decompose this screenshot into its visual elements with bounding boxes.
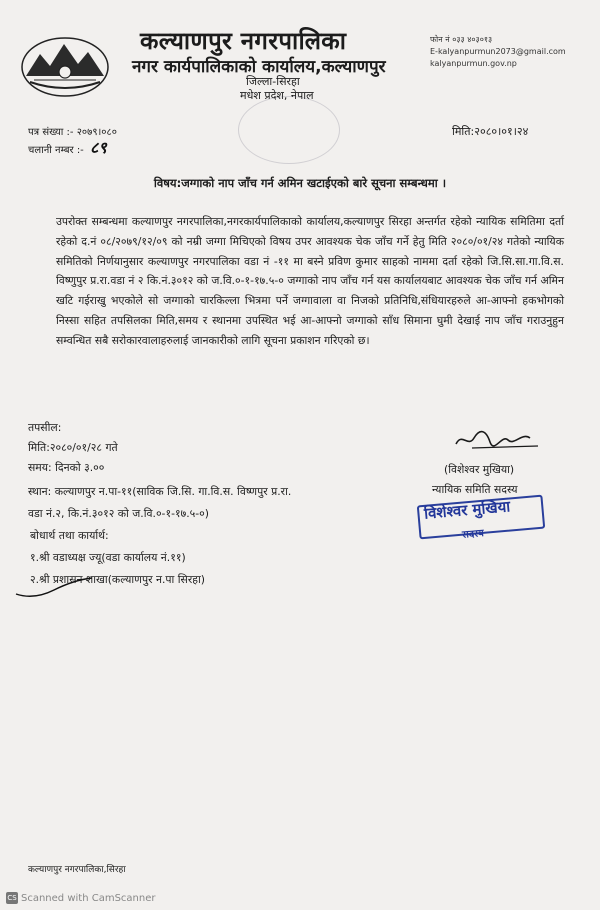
district-text: जिल्ला-सिरहा xyxy=(246,75,300,88)
cc-item-2: २.श्री प्रशासन शाखा(कल्याणपुर न.पा सिरहा) xyxy=(30,573,206,586)
details-time: समय: दिनको ३.०० xyxy=(28,461,105,474)
phone-text: फोन नं ०३३ ४०३०१३ xyxy=(430,35,493,44)
details-place-line1: स्थान: कल्याणपुर न.पा-११(साविक जि.सि. गा.वि.स. विष्णपुर प्र.रा. xyxy=(28,485,292,498)
office-name: नगर कार्यपालिकाको कार्यालय,कल्याणपुर xyxy=(132,57,386,77)
watermark-text: Scanned with CamScanner xyxy=(21,893,156,904)
reference-number: पत्र संख्या :- २०७९।०८० xyxy=(28,127,117,138)
letter-date: मिति:२०८०।०१।२४ xyxy=(452,125,529,138)
details-place-line2: वडा नं.२, कि.नं.३०१२ को ज.वि.०-१-१७.५-०) xyxy=(28,507,209,520)
subject-line: विषय:जग्गाको नाप जाँच गर्न अमिन खटाईएको बारे सूचना सम्बन्धमा । xyxy=(153,176,447,190)
details-date: मिति:२०८०/०१/२८ गते xyxy=(28,441,118,454)
faint-seal-icon xyxy=(238,96,340,164)
cc-heading: बोधार्थ तथा कार्यार्थ: xyxy=(30,529,109,542)
dispatch-number: ८९ xyxy=(90,138,107,157)
municipality-emblem-icon xyxy=(20,36,110,98)
footer-text: कल्याणपुर नगरपालिका,सिरहा xyxy=(28,865,126,875)
handwritten-tick-icon xyxy=(14,572,94,602)
signatory-name: (विशेश्वर मुखिया) xyxy=(444,463,515,476)
body-paragraph xyxy=(56,212,564,351)
email-text: E-kalyanpurmun2073@gmail.com xyxy=(430,47,566,56)
body-text: उपरोक्त सम्बन्धमा कल्याणपुर नगरपालिका,नगरकार्यपालिकाको कार्यालय,कल्याणपुर सिरहा अन्तर्गत रहेको न्यायिक समितिमा दर्ता रहेको द.नं ०८/२०७९/१२/०९ को नम्री जग्गा मिचिएको विषय उपर आवश्यक चेक जाँच गर्ने हेतु मिति २०८०/०१/२४ गतेको न्यायिक समितिको निर्णयानुसार कल्याणपुर नगरपालिका वडा नं -११ मा बस्ने प्रविण कुमार साहको नाममा दर्ता रहेको जि.सि.सा.गा.वि.स. विष्णुपुर प्र.रा.वडा नं २ कि.नं.३०१२ को ज.वि.०-१-१७.५-० जग्गाको नाप जाँच गर्न यस कार्यालयबाट आवश्यक चेक जाँच गर्न अमिन खटि गईराखु भएकोले सो जग्गाको चारकिल्ला भित्रमा पर्ने जग्गावाला वा निजको प्रतिनिधि,संधियारहरुले आ-आफ्नो हकभोगको निस्सा सहित तपसिलका मिति,समय र स्थानमा उपस्थित भई आ-आफ्नो जग्गाको साँध सिमाना घुमी देखाई नाप जाँच गराउनुहुन सम्वन्धित सबै सरोकारवालाहरुलाई जानकारीको लागि सूचना प्रकाशन गरिएको छ। xyxy=(56,215,564,347)
stamp-name: विशेश्वर मुखिया xyxy=(423,497,511,523)
organization-name: कल्याणपुर नगरपालिका xyxy=(140,27,347,55)
signatory-role: न्यायिक समिति सदस्य xyxy=(432,483,518,496)
camscanner-logo-icon: CS xyxy=(7,894,17,902)
cc-item-1: १.श्री वडाध्यक्ष ज्यू(वडा कार्यालय नं.११) xyxy=(30,551,186,564)
contact-block xyxy=(430,34,566,70)
dispatch-label: चलानी नम्बर :- xyxy=(28,145,84,156)
website-text: kalyanpurmun.gov.np xyxy=(430,59,517,68)
stamp-title: सदस्य xyxy=(461,528,485,541)
scanner-watermark xyxy=(6,892,156,904)
signature-scrawl-icon xyxy=(452,426,542,454)
details-heading: तपसील: xyxy=(28,421,62,434)
province-text: मधेश प्रदेश, नेपाल xyxy=(240,89,314,102)
